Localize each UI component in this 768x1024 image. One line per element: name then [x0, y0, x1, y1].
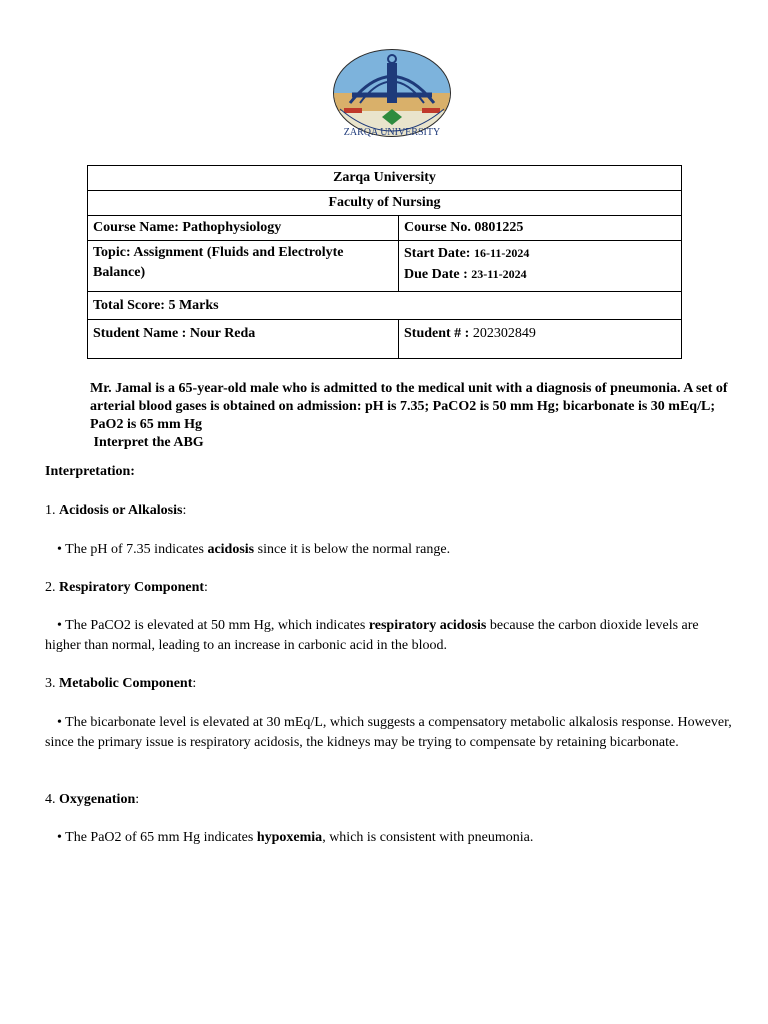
case-scenario: [90, 380, 730, 452]
item-title: Acidosis or Alkalosis: [59, 503, 183, 518]
bullet-bold: acidosis: [207, 542, 255, 557]
due-date-value: 23-11-2024: [471, 267, 527, 281]
bullet-text-end: since it is below the normal range.: [254, 542, 451, 557]
item-1-bullet: [45, 540, 735, 560]
bullet-text-end: because the carbon dioxide levels are higher than normal, leading to an increase in carbonic acid in the blood.: [45, 618, 699, 653]
student-number-value: 202302849: [472, 326, 536, 341]
item-3-heading: [45, 674, 735, 694]
item-1-heading: [45, 501, 735, 521]
course-number: Course No. 0801225: [399, 216, 682, 241]
due-date-label: Due Date :: [404, 267, 468, 282]
item-3-bullet: [45, 713, 735, 752]
bullet-bold: hypoxemia: [256, 830, 323, 845]
item-2-heading: [45, 578, 735, 598]
university-name: Zarqa University: [88, 166, 682, 191]
bullet-bold: respiratory acidosis: [368, 618, 487, 633]
item-colon: :: [135, 792, 140, 807]
case-text: Mr. Jamal is a 65-year-old male who is admitted to the medical unit with a diagnosis of pneumonia. A set of arterial blood gases is obtained on admission: pH is 7.35; PaCO2 is 50 mm Hg; bicarbonate is 30 mEq/L; PaO2 is 65 mm Hg: [90, 381, 728, 432]
start-date-label: Start Date:: [404, 246, 471, 261]
student-name: Student Name : Nour Reda: [88, 320, 399, 359]
case-question: Interpret the ABG: [90, 435, 204, 450]
bullet-text-end: , which is consistent with pneumonia.: [322, 830, 534, 845]
bullet-text: • The pH of 7.35 indicates: [57, 542, 208, 557]
item-colon: :: [182, 503, 187, 518]
svg-text:ZARQA UNIVERSITY: ZARQA UNIVERSITY: [343, 127, 441, 138]
student-number-cell: [399, 320, 682, 359]
interpretation-heading: [45, 462, 735, 482]
interpretation-heading-text: Interpretation:: [45, 464, 135, 479]
item-number: 1.: [45, 503, 59, 518]
course-name: Course Name: Pathophysiology: [88, 216, 399, 241]
item-4-bullet: [45, 828, 735, 848]
bullet-text: • The PaCO2 is elevated at 50 mm Hg, which indicates: [57, 618, 369, 633]
course-info-table: [87, 165, 682, 359]
bullet-text: • The bicarbonate level is elevated at 30 mEq/L, which suggests a compensatory metabolic alkalosis response. However, since the primary issue is respiratory acidosis, the kidneys may be trying to compensate by retaining bicarbonate.: [45, 715, 732, 750]
topic: Topic: Assignment (Fluids and Electrolyte Balance): [88, 241, 399, 292]
total-score: Total Score: 5 Marks: [88, 292, 682, 320]
student-number-label: Student # :: [404, 326, 470, 341]
item-title: Oxygenation: [59, 792, 136, 807]
faculty-name: Faculty of Nursing: [88, 191, 682, 216]
item-2-bullet: [45, 616, 735, 655]
item-title: Metabolic Component: [59, 676, 193, 691]
item-number: 4.: [45, 792, 59, 807]
dates-cell: [399, 241, 682, 292]
item-4-heading: [45, 790, 735, 810]
item-number: 2.: [45, 580, 59, 595]
university-logo: [330, 45, 454, 145]
item-title: Respiratory Component: [59, 580, 205, 595]
bullet-text: • The PaO2 of 65 mm Hg indicates: [57, 830, 257, 845]
item-colon: :: [204, 580, 208, 595]
item-number: 3.: [45, 676, 59, 691]
item-colon: :: [192, 676, 197, 691]
start-date-value: 16-11-2024: [473, 246, 530, 260]
